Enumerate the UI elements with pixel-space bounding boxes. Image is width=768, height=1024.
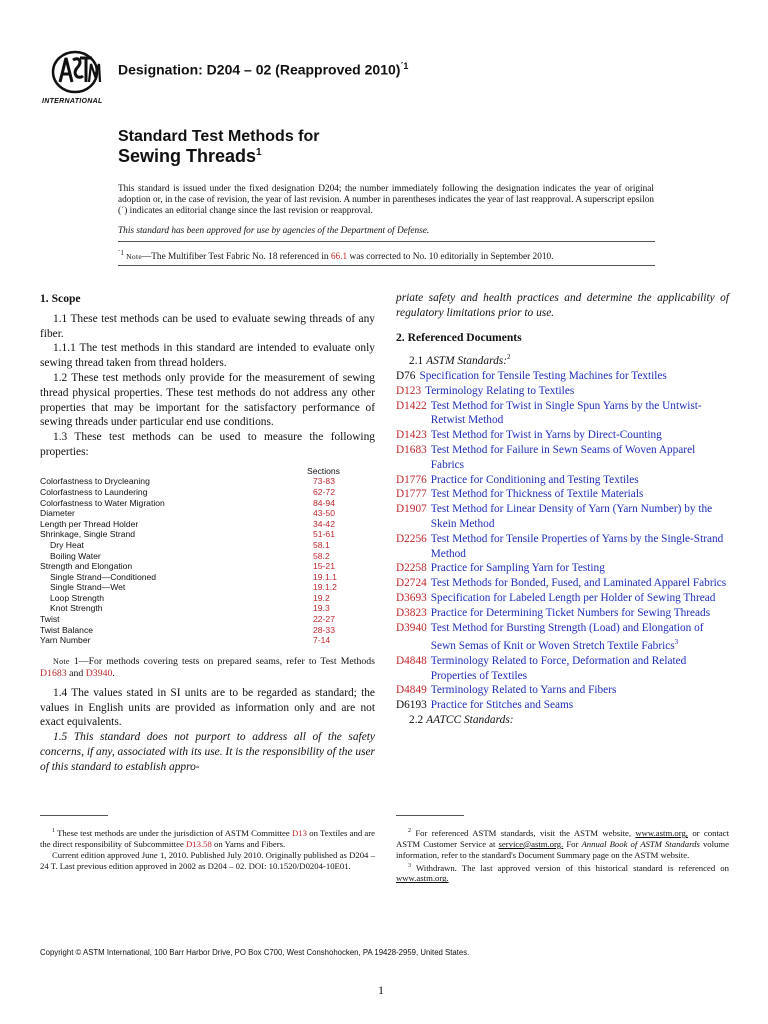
reference-item: [396, 591, 729, 606]
footnote-2-book: Annual Book of ASTM Standards: [581, 838, 700, 849]
property-sections-link[interactable]: 58.2: [313, 550, 330, 561]
logo-text: INTERNATIONAL: [42, 98, 103, 105]
footnote-1-sup: 1: [52, 828, 55, 834]
reference-title-wrap: [431, 591, 729, 606]
reference-title-wrap: [431, 683, 729, 698]
property-sections-link[interactable]: 84-94: [313, 497, 335, 508]
reference-title-wrap: [431, 621, 729, 654]
property-row: [40, 487, 375, 498]
reference-item: [396, 576, 729, 591]
property-row: [40, 561, 375, 572]
reference-code[interactable]: D4848: [396, 654, 427, 667]
title-sup: 1: [256, 147, 262, 158]
designation-sup: ´1: [400, 61, 409, 71]
designation: [118, 61, 408, 78]
property-sections-link[interactable]: 58.1: [313, 539, 330, 550]
footnote-3-sup: 3: [408, 862, 411, 869]
page-number: 1: [378, 983, 384, 997]
scope-heading: 1. Scope: [40, 292, 81, 305]
reference-title-wrap: [419, 369, 729, 384]
property-row: [40, 603, 375, 614]
reference-code: D6193: [396, 699, 427, 712]
reference-code[interactable]: D3823: [396, 606, 427, 619]
note-1-pre: 1—For methods covering tests on prepared seams, refer to Test Methods: [73, 655, 375, 667]
footnote-3: [396, 861, 729, 885]
reference-title-wrap: [431, 698, 729, 713]
property-row: [40, 593, 375, 604]
reference-title-wrap: [431, 654, 729, 684]
properties-rows: [40, 476, 375, 646]
reference-code[interactable]: D1776: [396, 473, 427, 486]
footnote-1-edition: Current edition approved June 1, 2010. Published July 2010. Originally published as D204 – 24 T. Last previous edition approved in 2002 as D204 – 02. DOI: 10.1520/D0204-10E01.: [40, 849, 375, 871]
reference-title-link[interactable]: Test Method for Bursting Strength (Load) and Elongation of Sewn Semas of Knit or Woven Stretch Textile Fabrics: [430, 621, 704, 653]
reference-title-link[interactable]: Test Methods for Bonded, Fused, and Laminated Apparel Fabrics: [430, 577, 727, 590]
reference-item: [396, 487, 729, 502]
reference-code[interactable]: D2256: [396, 532, 427, 545]
reference-code[interactable]: D1423: [396, 429, 427, 442]
property-label: Knot Strength: [50, 603, 103, 614]
property-label: Twist Balance: [40, 624, 94, 635]
property-sections-link[interactable]: 34-42: [313, 518, 335, 529]
footnote-rule-right: [396, 815, 464, 816]
property-label: Twist: [40, 614, 60, 625]
property-sections-link[interactable]: 43-50: [313, 508, 335, 519]
reference-title-wrap: [425, 384, 729, 399]
reference-title-link[interactable]: Test Method for Failure in Sewn Seams of Woven Apparel Fabrics: [430, 443, 696, 471]
property-label: Colorfastness to Water Migration: [40, 497, 165, 508]
note-1-post: .: [112, 667, 115, 679]
reference-item: [396, 532, 729, 562]
scope-1-1-1: 1.1.1 The test methods in this standard are intended to evaluate only sewing thread taken from thread holders.: [40, 342, 375, 370]
property-row: [40, 635, 375, 646]
property-sections-link[interactable]: 22-27: [313, 614, 335, 625]
property-label: Yarn Number: [40, 635, 91, 646]
reference-title-link[interactable]: Specification for Tensile Testing Machines for Textiles: [419, 369, 667, 382]
property-row: [40, 572, 375, 583]
property-sections-link[interactable]: 62-72: [313, 486, 335, 497]
header-rule-top: [118, 241, 655, 242]
scope-1-5: 1.5 This standard does not purport to address all of the safety concerns, if any, associated with its use. It is the responsibility of the user of this standard to establish appro-: [40, 731, 375, 773]
reference-code[interactable]: D123: [396, 384, 422, 397]
property-row: [40, 476, 375, 487]
footnotes-left: [40, 815, 375, 872]
reference-title-wrap: [431, 487, 729, 502]
reference-title-wrap: [431, 428, 729, 443]
footnote-1-post: on Yarns and Fibers.: [213, 838, 286, 849]
property-row: [40, 529, 375, 540]
property-sections-link[interactable]: 51-61: [313, 529, 335, 540]
property-label: Diameter: [40, 508, 75, 519]
footnote-3-url[interactable]: www.astm.org.: [396, 873, 449, 884]
footnote-2-sup: 2: [408, 828, 411, 834]
reference-title-link[interactable]: Practice for Sampling Yarn for Testing: [430, 562, 605, 575]
footnote-2-email[interactable]: service@astm.org.: [498, 838, 564, 849]
scope-1-4: 1.4 The values stated in SI units are to be regarded as standard; the values in English units are provided as information only and are not exact equivalents.: [40, 686, 375, 729]
reference-code[interactable]: D2258: [396, 562, 427, 575]
reference-title-link[interactable]: Test Method for Twist in Yarns by Direct-Counting: [430, 429, 662, 442]
astm-standards-subheading: [396, 350, 729, 369]
property-row: [40, 508, 375, 519]
astm-sub-number: 2.1: [409, 355, 424, 368]
property-label: Single Strand—Wet: [50, 582, 126, 593]
reference-title-wrap: [431, 473, 729, 488]
property-label: Length per Thread Holder: [40, 518, 139, 529]
reference-item: [396, 654, 729, 684]
footnote-2: [396, 826, 729, 861]
reference-item: [396, 384, 729, 399]
reference-title-wrap: [431, 399, 729, 429]
copyright: Copyright © ASTM International, 100 Barr Harbor Drive, PO Box C700, West Conshohocken, PA 19428-2959, United States.: [40, 948, 470, 957]
reference-sup: 3: [674, 638, 679, 647]
property-label: Shrinkage, Single Strand: [40, 529, 136, 540]
footnote-rule-left: [40, 815, 108, 816]
header-rule-bottom: [118, 265, 655, 266]
reference-item: [396, 606, 729, 621]
right-column: [396, 291, 729, 728]
title-line2: [118, 146, 262, 167]
property-sections-link[interactable]: 28-33: [313, 624, 335, 635]
property-label: Strength and Elongation: [40, 561, 133, 572]
reference-title-wrap: [431, 532, 729, 562]
properties-table: [40, 466, 375, 646]
property-sections-link[interactable]: 19.1.1: [313, 571, 337, 582]
reference-code: D76: [396, 369, 416, 382]
reference-title-link[interactable]: Practice for Determining Ticket Numbers for Sewing Threads: [430, 606, 711, 619]
left-column: [40, 292, 375, 775]
property-sections-link[interactable]: 7-14: [313, 635, 331, 646]
property-label: Colorfastness to Drycleaning: [40, 476, 150, 487]
reference-item: [396, 369, 729, 384]
reference-title-link[interactable]: Test Method for Thickness of Textile Materials: [430, 488, 644, 501]
reference-item: [396, 443, 729, 473]
reference-code[interactable]: D1422: [396, 399, 427, 412]
reference-code[interactable]: D2724: [396, 577, 427, 590]
reference-title-link[interactable]: Terminology Relating to Textiles: [425, 384, 575, 397]
reference-item: [396, 428, 729, 443]
property-label: Dry Heat: [50, 539, 84, 550]
aatcc-sub-number: 2.2: [409, 714, 424, 727]
property-sections-link[interactable]: 15-21: [313, 561, 335, 572]
note-1-mid: and: [69, 667, 84, 679]
footnote-2-mid: or contact ASTM Customer Service at: [396, 827, 729, 849]
reference-title-link[interactable]: Specification for Labeled Length per Holder of Sewing Thread: [430, 591, 716, 604]
astm-sub-sup: 2: [507, 353, 511, 362]
reference-item: [396, 561, 729, 576]
footnote-1-link-d13-58[interactable]: D13.58: [185, 838, 212, 849]
reference-title-link[interactable]: Terminology Related to Force, Deformation and Related Properties of Textiles: [430, 654, 687, 682]
property-label: Colorfastness to Laundering: [40, 486, 148, 497]
note-1-label: Note: [53, 656, 70, 666]
reference-code[interactable]: D3693: [396, 591, 427, 604]
reference-item: [396, 621, 729, 654]
footnote-1-mid: on Textiles and are the direct responsibility of Subcommittee: [40, 827, 376, 849]
reference-item: [396, 502, 729, 532]
epsilon-note-post: was corrected to No. 10 editorially in September 2010.: [349, 252, 554, 263]
property-sections-link[interactable]: 19.1.2: [313, 582, 337, 593]
title-line1: Standard Test Methods for: [118, 128, 320, 145]
sections-header: Sections: [307, 465, 340, 476]
scope-1-3: 1.3 These test methods can be used to measure the following properties:: [40, 431, 375, 458]
note-1-link-d1683[interactable]: D1683: [40, 667, 67, 679]
epsilon-symbol: ´1: [118, 249, 124, 257]
reference-code[interactable]: D1907: [396, 503, 427, 516]
reference-title-wrap: [431, 576, 729, 591]
footnote-2-mid2: For: [566, 838, 579, 849]
reference-code[interactable]: D1777: [396, 488, 427, 501]
reference-title-link[interactable]: Terminology Related to Yarns and Fibers: [430, 684, 617, 697]
footnote-3-pre: Withdrawn. The last approved version of this historical standard is referenced on: [415, 862, 729, 873]
footnote-1-pre: These test methods are under the jurisdiction of ASTM Committee: [57, 827, 290, 838]
property-row: [40, 625, 375, 636]
title-line2-text: Sewing Threads: [118, 146, 257, 166]
note-1: [40, 656, 375, 680]
reference-title-link[interactable]: Test Method for Linear Density of Yarn (Yarn Number) by the Skein Method: [430, 503, 713, 530]
reference-code[interactable]: D1683: [396, 443, 427, 456]
reference-item: [396, 473, 729, 488]
property-sections-link[interactable]: 19.2: [313, 592, 330, 603]
aatcc-standards-subheading: [396, 713, 729, 728]
issued-text: This standard is issued under the fixed designation D204; the number immediately following the designation indicates the year of original adoption or, in the case of revision, the year of last revision. A number in parentheses indicates the year of last reapproval. A superscript epsilon (´) indicates an editorial change since the last revision or reapproval.: [118, 184, 654, 217]
reference-title-wrap: [431, 561, 729, 576]
property-row: [40, 540, 375, 551]
reference-title-wrap: [431, 443, 729, 473]
footnote-2-pre: For referenced ASTM standards, visit the ASTM website,: [415, 827, 632, 838]
designation-text: Designation: D204 – 02 (Reapproved 2010): [118, 61, 401, 78]
reference-code[interactable]: D4849: [396, 684, 427, 697]
scope-1-2: 1.2 These test methods only provide for the measurement of sewing thread physical properties. These test methods do not address any other properties that may be important for the satisfactory performance of sewing threads under particular end use conditions.: [40, 371, 375, 429]
property-row: [40, 551, 375, 562]
footnote-2-url[interactable]: www.astm.org,: [635, 827, 688, 838]
note-1-link-d3940[interactable]: D3940: [85, 667, 113, 679]
property-label: Loop Strength: [50, 592, 104, 603]
footnote-1: [40, 826, 375, 850]
footnotes-right: [396, 815, 729, 884]
property-row: [40, 519, 375, 530]
reference-item: [396, 399, 729, 429]
refdocs-heading: 2. Referenced Documents: [396, 330, 522, 344]
reference-title-link[interactable]: Test Method for Tensile Properties of Yarns by the Single-Strand Method: [430, 532, 724, 560]
reference-title-link[interactable]: Practice for Stitches and Seams: [430, 699, 574, 712]
property-row: [40, 614, 375, 625]
reference-title-wrap: [431, 502, 729, 532]
epsilon-note-link[interactable]: 66.1: [330, 252, 348, 263]
scope-1-5-continued: priate safety and health practices and determine the applicability of regulatory limitations prior to use.: [396, 292, 729, 319]
reference-code[interactable]: D3940: [396, 621, 427, 634]
property-sections-link[interactable]: 73-83: [313, 476, 335, 487]
property-row: [40, 498, 375, 509]
property-sections-link[interactable]: 19.3: [313, 603, 330, 614]
epsilon-note: [118, 249, 655, 262]
property-label: Boiling Water: [50, 550, 101, 561]
reference-item: [396, 683, 729, 698]
astm-sub-label: ASTM Standards:: [426, 355, 508, 368]
property-row: [40, 582, 375, 593]
referenced-documents-list: [396, 369, 729, 713]
epsilon-note-label: Note: [126, 252, 142, 262]
reference-item: [396, 698, 729, 713]
aatcc-sub-label: AATCC Standards:: [426, 714, 514, 727]
reference-title-link[interactable]: Practice for Conditioning and Testing Textiles: [430, 473, 639, 486]
footnote-1-link-d13[interactable]: D13: [291, 827, 307, 838]
footnote-2-post: volume information, refer to the standard's Document Summary page on the ASTM website.: [396, 838, 730, 860]
approved-text: This standard has been approved for use by agencies of the Department of Defense.: [118, 226, 430, 236]
epsilon-note-pre: —The Multifiber Test Fabric No. 18 referenced in: [141, 252, 329, 263]
reference-title-link[interactable]: Test Method for Twist in Single Spun Yarns by the Untwist-Retwist Method: [430, 399, 702, 427]
scope-1-1: 1.1 These test methods can be used to evaluate sewing threads of any fiber.: [40, 312, 375, 340]
astm-logo: [42, 48, 112, 108]
property-label: Single Strand—Conditioned: [50, 571, 157, 582]
reference-title-wrap: [431, 606, 729, 621]
